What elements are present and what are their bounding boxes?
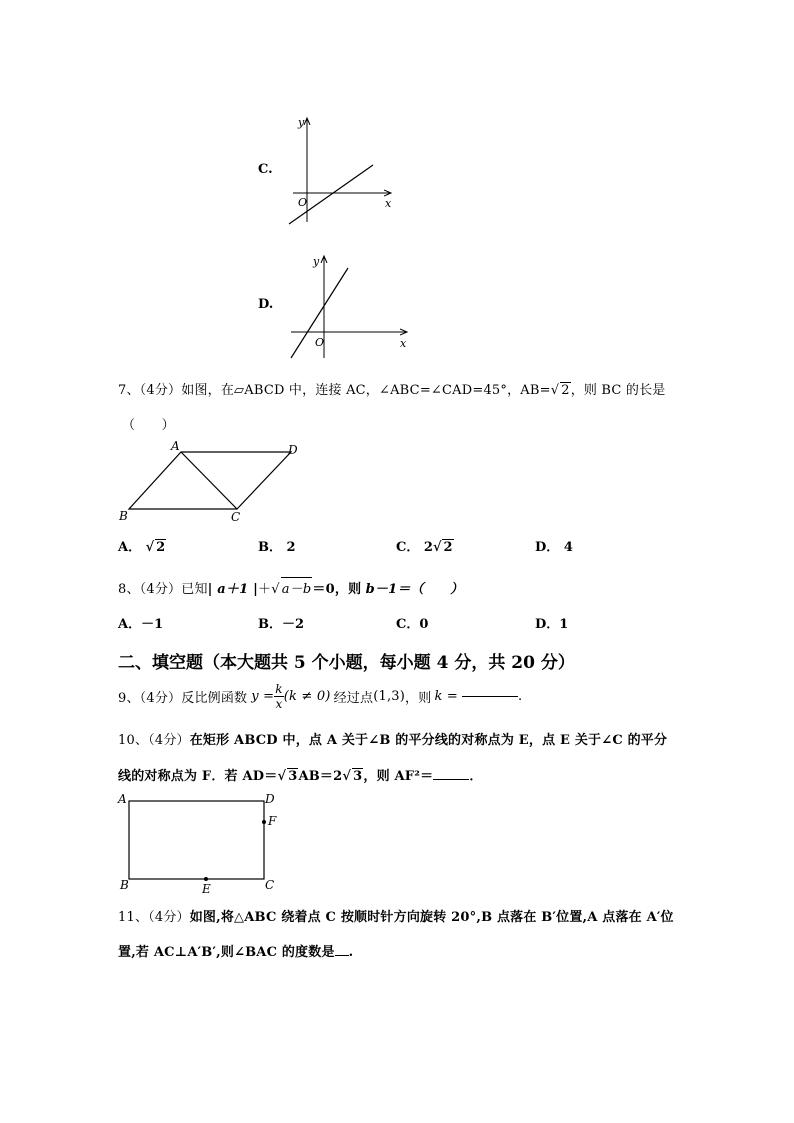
- question-11-line-1: 11、（4分）如图,将△ABC 绕着点 C 按顺时针方向旋转 20°,B 点落在 B′位置,A 点落在 A′位: [118, 910, 674, 925]
- question-10-line-2: 线的对称点为 F．若 AD＝√ 3AB＝2√ 3，则 AF²＝ ．: [118, 769, 483, 784]
- q8-option-b[interactable]: B．－2: [258, 617, 305, 632]
- graph-line: [289, 165, 373, 224]
- vertex-a: A: [171, 439, 180, 453]
- answer-blank[interactable]: [433, 779, 469, 780]
- question-number: 11、（4分）: [118, 910, 190, 925]
- answer-blank[interactable]: [462, 696, 518, 697]
- answer-blank[interactable]: [335, 955, 349, 956]
- vertex-d: D: [265, 792, 275, 806]
- diagonal-ac: [181, 452, 237, 509]
- section-2-title: 二、填空题（本大题共 5 个小题，每小题 4 分，共 20 分）: [118, 653, 575, 673]
- question-9-stem: 9、（4分） 反比例函数 y = $\frac{k}{x}$ (k ≠ 0) 经过点 (1,3) ，则 k = .: [118, 682, 523, 711]
- y-axis-label: y: [298, 116, 305, 129]
- vertex-b: B: [120, 878, 129, 892]
- vertex-b: B: [119, 509, 128, 523]
- origin-label: O: [298, 196, 308, 209]
- origin-label: O: [315, 336, 325, 349]
- vertex-c: C: [265, 878, 275, 892]
- question-number: 10、（4分）: [118, 733, 190, 748]
- question-number: 8、（4分）: [118, 582, 182, 597]
- q7-option-a[interactable]: A． √ 2: [118, 540, 166, 555]
- option-c-graph: [285, 112, 395, 227]
- option-d-label: D.: [258, 297, 274, 312]
- label-e: E: [202, 882, 211, 896]
- vertex-d: D: [288, 443, 298, 457]
- question-8-stem: 8、（4分）已知| a＋1 |＋√ a－b＝0，则 b－1＝（ ）: [118, 577, 463, 597]
- rectangle-figure: [116, 790, 286, 898]
- q8-option-c[interactable]: C．0: [396, 617, 429, 632]
- question-10-line-1: 10、（4分）在矩形 ABCD 中，点 A 关于∠B 的平分线的对称点为 E，点 E 关于∠C 的平分: [118, 733, 668, 748]
- answer-paren: （ ）: [122, 418, 175, 433]
- option-c-label: C.: [258, 162, 273, 177]
- q8-option-a[interactable]: A．－1: [118, 617, 164, 632]
- question-number: 9、（4分）: [118, 691, 182, 706]
- rectangle-abcd: [129, 801, 264, 879]
- question-11-line-2: 置,若 AC⊥A′B′,则∠BAC 的度数是 .: [118, 945, 354, 960]
- q7-option-c[interactable]: C． 2√ 2: [396, 540, 453, 555]
- point-f: [262, 820, 266, 824]
- y-axis-label: y: [313, 255, 320, 268]
- q8-option-d[interactable]: D．1: [535, 617, 569, 632]
- fraction-k-over-x: $\frac{k}{x}$: [275, 682, 283, 711]
- question-7-stem: 7、（4分）如图，在▱ABCD 中，连接 AC，∠ABC=∠CAD=45°，AB=√ 2，则 BC 的长是: [118, 383, 666, 398]
- vertex-c: C: [231, 510, 241, 524]
- label-f: F: [268, 814, 277, 828]
- parallelogram-figure: [115, 436, 315, 526]
- option-d-graph: [285, 250, 410, 362]
- point-e: [204, 877, 208, 881]
- question-number: 7、（4分）: [118, 383, 182, 398]
- x-axis-label: x: [385, 197, 392, 210]
- vertex-a: A: [118, 792, 127, 806]
- q7-option-b[interactable]: B． 2: [258, 540, 296, 555]
- q7-option-d[interactable]: D． 4: [535, 540, 573, 555]
- parallelogram-abcd: [129, 452, 291, 509]
- x-axis-label: x: [400, 337, 407, 350]
